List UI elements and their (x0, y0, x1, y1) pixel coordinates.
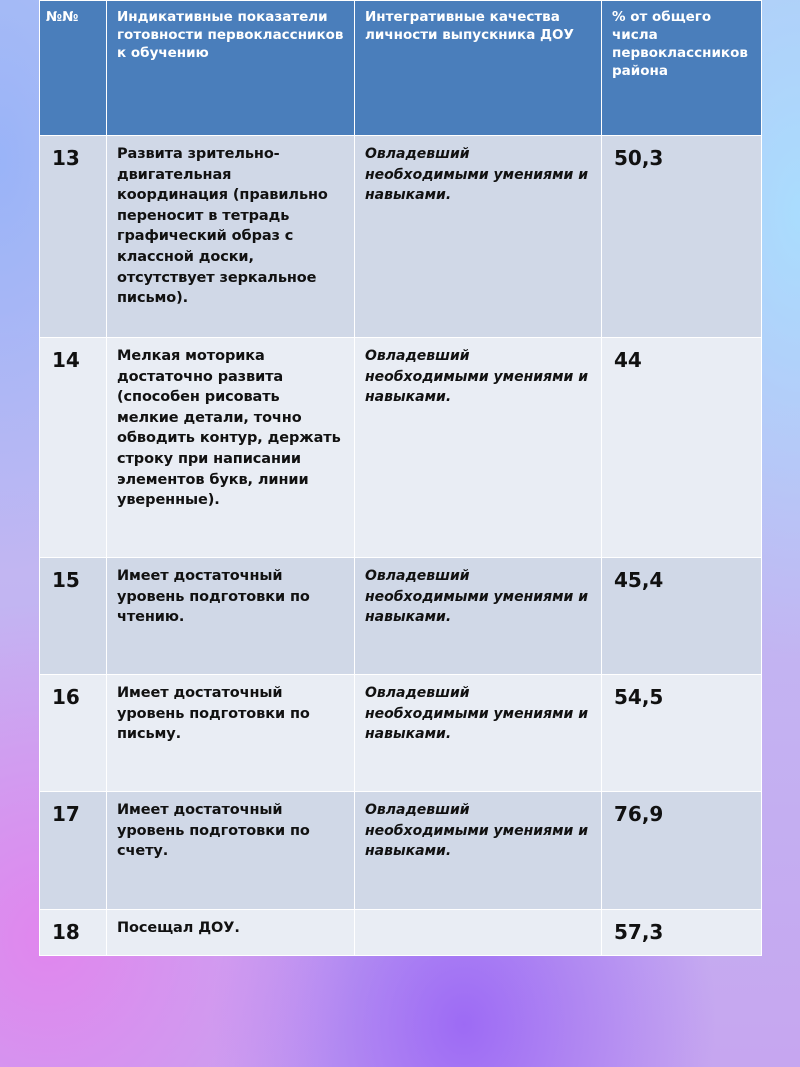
row-percent: 44 (602, 338, 762, 558)
table-row (40, 792, 762, 910)
header-indicator: Индикативные показатели готовности первоклассников к обучению (107, 1, 355, 136)
row-quality: Овладевший необходимыми умениями и навыками. (355, 558, 602, 675)
table-header-row (40, 1, 762, 136)
row-quality: Овладевший необходимыми умениями и навыками. (355, 792, 602, 910)
row-indicator: Мелкая моторика достаточно развита (способен рисовать мелкие детали, точно обводить контур, держать строку при написании элементов букв, линии уверенные). (107, 338, 355, 558)
row-indicator: Имеет достаточный уровень подготовки по письму. (107, 675, 355, 792)
table-row (40, 136, 762, 338)
table-row (40, 338, 762, 558)
row-number: 18 (40, 910, 107, 956)
row-number: 17 (40, 792, 107, 910)
row-quality (355, 910, 602, 956)
row-indicator: Имеет достаточный уровень подготовки по чтению. (107, 558, 355, 675)
header-percent: % от общего числа первоклассников района (602, 1, 762, 136)
row-number: 15 (40, 558, 107, 675)
row-number: 13 (40, 136, 107, 338)
row-indicator: Развита зрительно-двигательная координация (правильно переносит в тетрадь графический образ с классной доски, отсутствует зеркальное письмо). (107, 136, 355, 338)
row-quality: Овладевший необходимыми умениями и навыками. (355, 675, 602, 792)
row-indicator: Имеет достаточный уровень подготовки по счету. (107, 792, 355, 910)
row-number: 16 (40, 675, 107, 792)
table-row (40, 675, 762, 792)
row-percent: 57,3 (602, 910, 762, 956)
row-quality: Овладевший необходимыми умениями и навыками. (355, 338, 602, 558)
header-quality: Интегративные качества личности выпускника ДОУ (355, 1, 602, 136)
row-indicator: Посещал ДОУ. (107, 910, 355, 956)
table-row (40, 910, 762, 956)
row-percent: 45,4 (602, 558, 762, 675)
row-percent: 50,3 (602, 136, 762, 338)
row-percent: 76,9 (602, 792, 762, 910)
header-number: №№ (40, 1, 107, 136)
row-quality: Овладевший необходимыми умениями и навыками. (355, 136, 602, 338)
readiness-table (39, 0, 762, 956)
row-number: 14 (40, 338, 107, 558)
table-row (40, 558, 762, 675)
row-percent: 54,5 (602, 675, 762, 792)
